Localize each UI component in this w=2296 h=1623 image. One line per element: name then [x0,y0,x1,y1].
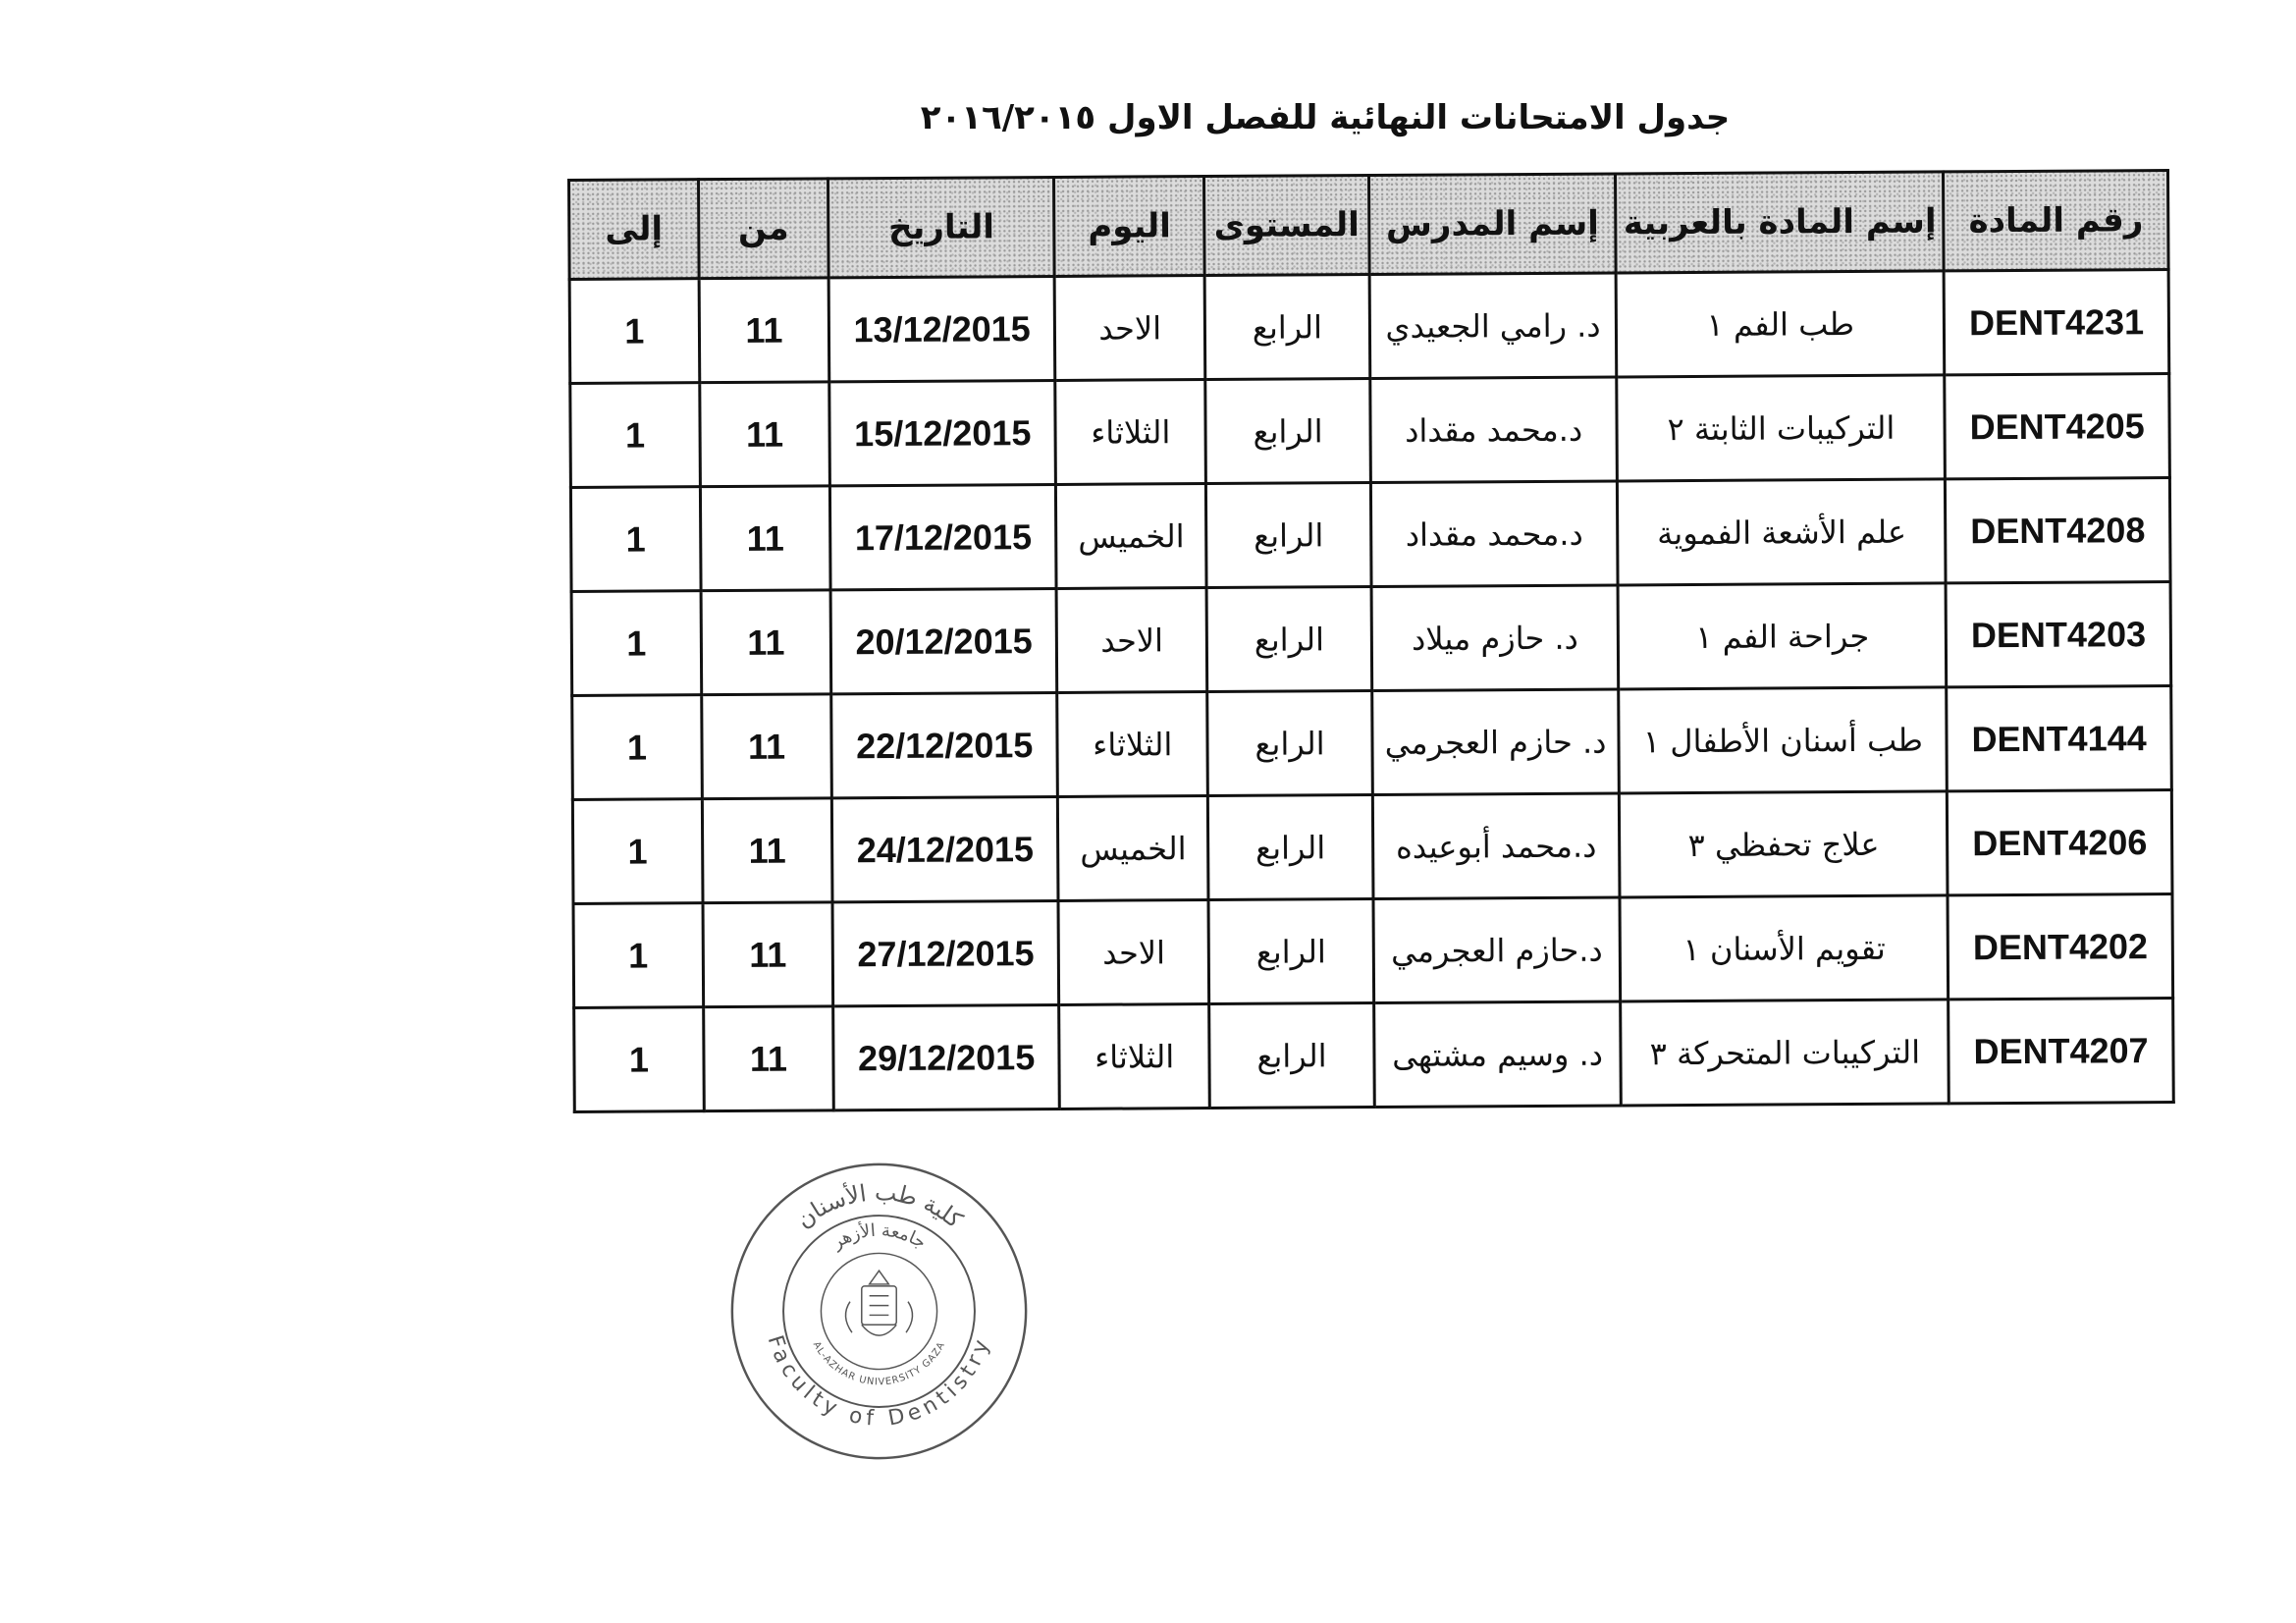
cell-day: الثلاثاء [1055,380,1206,485]
cell-date: 15/12/2015 [829,380,1056,485]
cell-date: 24/12/2015 [832,796,1059,901]
cell-teacher: د.محمد مقداد [1369,377,1617,483]
cell-day: الاحد [1054,276,1205,381]
header-course-name: إسم المادة بالعربية [1616,172,1944,273]
cell-to: 1 [574,1007,704,1112]
cell-from: 11 [703,1006,833,1111]
header-teacher: إسم المدرس [1368,174,1616,275]
cell-to: 1 [571,591,701,696]
cell-to: 1 [573,903,703,1008]
cell-teacher: د. وسيم مشتهى [1373,1001,1621,1108]
cell-course-code: DENT4202 [1948,894,2172,1000]
page-title: جدول الامتحانات النهائية للفصل الاول ٢٠١٦/٢٠١٥ [920,98,1731,137]
table-row [572,686,2172,800]
cell-from: 11 [699,278,829,383]
cell-course-code: DENT4231 [1944,270,2168,375]
seal-emblem-icon [845,1271,912,1335]
cell-course-code: DENT4207 [1949,999,2173,1104]
cell-teacher: د.محمد أبوعيده [1372,793,1620,899]
cell-day: الخميس [1058,796,1209,901]
cell-day: الاحد [1058,900,1209,1005]
cell-course-name: التركيبات الثابتة ٢ [1617,375,1945,481]
cell-from: 11 [702,798,832,903]
table-row [572,790,2172,904]
cell-course-name: التركيبات المتحركة ٣ [1621,1000,1949,1106]
table-row [573,894,2173,1008]
cell-teacher: د.حازم العجرمي [1373,897,1621,1003]
cell-teacher: د. حازم ميلاد [1371,585,1619,691]
cell-teacher: د. رامي الجعيدي [1369,273,1617,379]
cell-from: 11 [700,486,830,591]
table-row [570,374,2170,488]
cell-teacher: د.محمد مقداد [1370,481,1618,587]
cell-from: 11 [700,382,830,487]
table-row [570,478,2170,592]
header-to: إلى [569,180,699,280]
cell-to: 1 [570,487,700,592]
cell-from: 11 [701,590,831,695]
cell-course-name: علاج تحفظي ٣ [1620,791,1948,897]
cell-day: الثلاثاء [1057,692,1208,797]
cell-date: 22/12/2015 [831,692,1058,797]
cell-level: الرابع [1205,379,1370,484]
table-header-row [569,171,2169,280]
cell-course-name: علم الأشعة الفموية [1618,479,1946,585]
cell-date: 20/12/2015 [830,588,1057,693]
cell-course-code: DENT4206 [1948,790,2172,895]
cell-to: 1 [569,279,699,384]
seal-outer-english-text: Faculty of Dentistry [762,1332,996,1432]
cell-level: الرابع [1206,483,1371,588]
seal-inner-arabic-text: جامعة الأزهر [828,1220,930,1254]
cell-level: الرابع [1207,691,1372,796]
cell-day: الثلاثاء [1059,1004,1210,1109]
cell-from: 11 [703,902,833,1007]
cell-date: 17/12/2015 [830,484,1057,589]
seal-outer-arabic-text: كلية طب الأسنان [790,1177,968,1234]
cell-course-name: طب الفم ١ [1617,271,1945,377]
cell-teacher: د. حازم العجرمي [1371,689,1619,795]
table-row [574,999,2174,1112]
header-from: من [698,179,828,279]
cell-to: 1 [570,383,700,488]
cell-day: الخميس [1056,484,1207,589]
cell-level: الرابع [1208,795,1373,900]
faculty-seal-stamp [724,1157,1034,1466]
cell-date: 29/12/2015 [833,1004,1060,1109]
cell-date: 27/12/2015 [832,900,1059,1005]
cell-course-code: DENT4144 [1947,686,2171,791]
cell-course-name: جراحة الفم ١ [1619,583,1947,689]
cell-level: الرابع [1204,275,1369,380]
header-day: اليوم [1054,177,1205,277]
cell-course-code: DENT4203 [1946,582,2170,687]
cell-level: الرابع [1208,899,1373,1004]
cell-to: 1 [572,799,702,904]
header-date: التاريخ [828,177,1055,277]
cell-level: الرابع [1206,587,1371,692]
seal-inner-english-text: AL-AZHAR UNIVERSITY GAZA [810,1339,948,1388]
cell-date: 13/12/2015 [828,276,1055,381]
cell-course-name: تقويم الأسنان ١ [1620,895,1948,1001]
cell-from: 11 [702,694,832,799]
table-row [571,582,2171,696]
seal-graphic [724,1157,1034,1466]
cell-level: الرابع [1209,1002,1374,1108]
cell-course-code: DENT4208 [1946,478,2170,583]
table-row [569,270,2169,384]
cell-course-name: طب أسنان الأطفال ١ [1619,687,1947,793]
header-course-code: رقم المادة [1944,171,2168,271]
cell-day: الاحد [1056,588,1207,693]
exam-schedule-table [567,169,2175,1113]
cell-course-code: DENT4205 [1945,374,2169,479]
cell-to: 1 [572,695,702,800]
header-level: المستوى [1204,176,1369,276]
